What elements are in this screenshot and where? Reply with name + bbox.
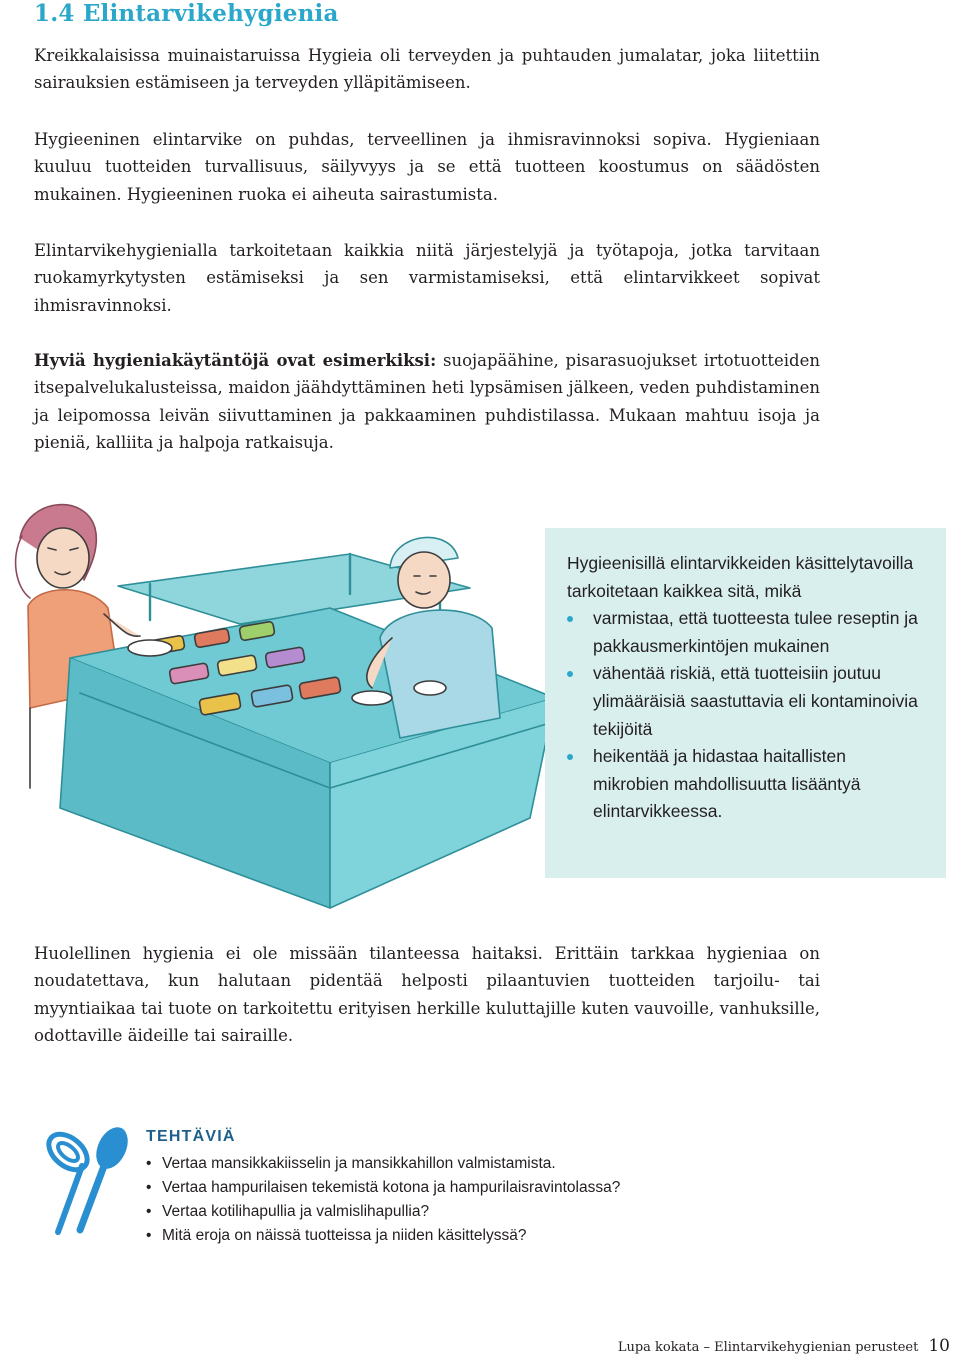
examples-lead: Hyviä hygieniakäytäntöjä ovat esimerkiksi: [34, 351, 437, 370]
paragraph-closing: Huolellinen hygienia ei ole missään tilanteessa haitaksi. Erittäin tarkkaa hygieniaa on noudatettava, kun halutaan pidentää helposti pilaantuvien tuotteiden tarjoilu- tai myyntiaikaa tai tuote on tarkoitettu erityisen herkille kuluttajille kuten vauvoille, vanhuksille, odottaville äideille tai sairaille. [34, 944, 820, 1046]
paragraph-intro: Kreikkalaisissa muinaistaruissa Hygieia oli terveyden ja puhtauden jumalatar, joka liitettiin sairauksien estämiseen ja terveyden ylläpitämiseen. [34, 46, 820, 93]
page-number: 10 [928, 1336, 950, 1356]
section-title: 1.4 Elintarvikehygienia [34, 0, 339, 27]
paragraph-hygiene-meaning: Elintarvikehygienialla tarkoitetaan kaikkia niitä järjestelyjä ja työtapoja, jotka tarvitaan ruokamyrkytysten estämiseksi ja sen varmistamiseksi, että elintarvikkeet sopivat ihmisravinnoksi. [34, 241, 820, 315]
info-box-item: vähentää riskiä, että tuotteisiin joutuu ylimääräisiä saastuttavia eli kontaminoivia tekijöitä [567, 660, 926, 743]
info-box-item: heikentää ja hidastaa haitallisten mikrobien mahdollisuutta lisääntyä elintarvikkeessa. [567, 743, 926, 826]
paragraph-examples [34, 347, 820, 457]
bullet-icon [567, 616, 573, 622]
examples-text: suojapäähine, pisarasuojukset irtotuotteiden itsepalvelukalusteissa, maidon jäähdyttäminen heti lypsämisen jälkeen, veden puhdistaminen ja leipomossa leivän siivuttaminen ja pakkaaminen puhdistilassa. Mukaan mahtuu isoja ja pieniä, kalliita ja halpoja ratkaisuja. [34, 351, 821, 453]
tasks-list [146, 1152, 620, 1248]
task-item: • Vertaa mansikkakiisselin ja mansikkahillon valmistamista. [146, 1152, 620, 1176]
paragraph-definition: Hygieeninen elintarvike on puhdas, terveellinen ja ihmisravinnoksi sopiva. Hygieniaan kuuluu tuotteiden turvallisuus, säilyvyys ja se että tuotteen koostumus on säädösten mukainen. Hygieeninen ruoka ei aiheuta sairastumista. [34, 130, 820, 204]
task-item: • Vertaa hampurilaisen tekemistä kotona ja hampurilaisravintolassa? [146, 1176, 620, 1200]
hygiene-info-box [545, 528, 946, 878]
salad-bar-illustration [0, 488, 560, 928]
bullet-icon [567, 754, 573, 760]
page-footer [618, 1336, 950, 1356]
footer-text: Lupa kokata – Elintarvikehygienian perusteet [617, 1340, 919, 1355]
task-item: • Vertaa kotilihapullia ja valmislihapullia? [146, 1200, 620, 1224]
task-item: • Mitä eroja on näissä tuotteissa ja niiden käsittelyssä? [146, 1224, 620, 1248]
info-box-intro: Hygieenisillä elintarvikkeiden käsittelytavoilla tarkoitetaan kaikkea sitä, mikä [567, 553, 914, 601]
tasks-title: TEHTÄVIÄ [146, 1128, 236, 1145]
tasks-block [38, 1122, 898, 1252]
info-box-list [567, 605, 926, 826]
spoon-whisk-icon [38, 1122, 138, 1242]
bullet-icon [567, 671, 573, 677]
info-box-item: varmistaa, että tuotteesta tulee reseptin ja pakkausmerkintöjen mukainen [567, 605, 926, 660]
